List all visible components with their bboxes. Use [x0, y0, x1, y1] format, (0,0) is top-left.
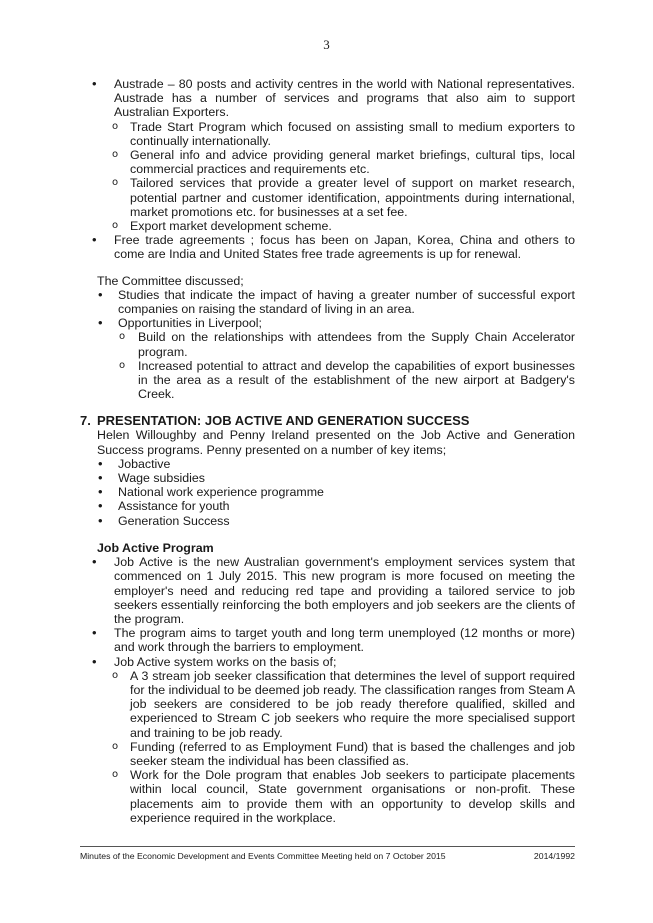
list-item — [92, 232, 575, 262]
bullet-marker: • — [98, 498, 103, 514]
bullet-text: Job Active is the new Australian government's employment services system that commenced on 1 July 2015. This new program is more focused on meeting the employer's need and reducing red tape and providing a tailored service to job seekers essentially reinforcing the both employers and job seekers are the clients of the program. — [114, 555, 575, 626]
sub-item-text: A 3 stream job seeker classification that determines the level of support required for the individual to be deemed job ready. The classification ranges from Steam A job seekers are considered to be job ready therefore qualified, skilled and experienced to Stream C job seekers who require the more specialised support and training to be job ready. — [130, 668, 575, 740]
page-content — [0, 77, 653, 825]
bullet-text: Job Active system works on the basis of; — [114, 654, 337, 669]
bullet-marker: • — [98, 470, 103, 486]
key-item-text: Assistance for youth — [118, 499, 230, 514]
bullet-marker: • — [98, 512, 103, 528]
footer-reference: 2014/1992 — [533, 851, 575, 861]
footer-left-text: Minutes of the Economic Development and Events Committee Meeting held on 7 October 2015 — [80, 851, 446, 861]
page-number: 3 — [323, 37, 330, 52]
sub-list-item — [119, 358, 575, 402]
bullet-text: Austrade – 80 posts and activity centres in the world with National representatives. Austrade has a number of services and programs that also aim to support Australian Exporters. — [114, 77, 575, 120]
sub-bullet-marker: o — [112, 177, 119, 189]
sub-list-item — [112, 219, 575, 234]
sub-item-text: General info and advice providing general market briefings, cultural tips, local commercial practices and requirements etc. — [130, 148, 575, 177]
sub-bullet-marker: o — [112, 220, 119, 232]
list-item — [98, 498, 575, 514]
sub-item-text: Build on the relationships with attendees from the Supply Chain Accelerator program. — [138, 330, 575, 359]
key-item-text: Wage subsidies — [118, 471, 206, 486]
list-item — [98, 455, 575, 471]
list-item — [92, 653, 575, 669]
sub-bullet-marker: o — [112, 149, 119, 161]
sub-list-item — [112, 119, 575, 148]
list-item — [98, 315, 575, 331]
key-item-text: National work experience programme — [118, 485, 324, 500]
bullet-marker: • — [92, 625, 97, 641]
bullet-marker: • — [92, 76, 97, 91]
list-item — [98, 512, 575, 528]
sub-item-text: Work for the Dole program that enables Job seekers to participate placements within local council, State government organisations or non-profit. These placements aim to provide them with an opportunity to develop skills and experience required in the workplace. — [130, 768, 575, 825]
sub-bullet-marker: o — [112, 669, 119, 681]
sub-item-text: Export market development scheme. — [130, 219, 332, 234]
sub-list-item — [112, 176, 575, 219]
bullet-text: Free trade agreements ; focus has been on Japan, Korea, China and others to come are India and United States free trade agreements is up for renewal. — [114, 233, 575, 262]
sub-bullet-marker: o — [112, 769, 119, 781]
list-item — [98, 286, 575, 317]
sub-bullet-marker: o — [119, 359, 126, 371]
sub-item-text: Increased potential to attract and develop the capabilities of export businesses in the area as a result of the establishment of the new airport at Badgery's Creek. — [138, 358, 575, 402]
sub-list-item — [119, 330, 575, 359]
sub-item-text: Tailored services that provide a greater level of support on market research, potential partner and customer identification, appointments during international, market promotions etc. for businesses at a set fee. — [130, 176, 575, 219]
subheading: Job Active Program — [97, 540, 214, 555]
sub-list-item — [112, 739, 575, 768]
bullet-marker: • — [92, 653, 97, 669]
sub-list-item — [112, 668, 575, 740]
footer-divider — [80, 846, 575, 847]
bullet-text: The program aims to target youth and long term unemployed (12 months or more) and work through the barriers to employment. — [114, 626, 575, 655]
page-footer — [80, 851, 575, 861]
section-intro: Helen Willoughby and Penny Ireland presented on the Job Active and Generation Success programs. Penny presented on a number of key items; — [97, 428, 575, 457]
sub-item-text: Trade Start Program which focused on assisting small to medium exporters to continually internationally. — [130, 119, 575, 148]
bullet-text: Studies that indicate the impact of having a greater number of successful export companies on raising the standard of living in an area. — [118, 287, 575, 317]
section-number: 7. — [80, 413, 91, 429]
committee-intro: The Committee discussed; — [97, 273, 244, 288]
sub-bullet-marker: o — [112, 740, 119, 752]
bullet-marker: • — [92, 232, 97, 248]
bullet-marker: • — [98, 484, 103, 500]
list-item — [92, 554, 575, 626]
list-item — [92, 625, 575, 655]
key-item-text: Jobactive — [118, 456, 171, 471]
bullet-text: Opportunities in Liverpool; — [118, 316, 262, 331]
bullet-marker: • — [98, 315, 103, 331]
sub-list-item — [112, 768, 575, 825]
sub-item-text: Funding (referred to as Employment Fund) that is based the challenges and job seeker steam the individual has been classified as. — [130, 739, 575, 768]
section-title: PRESENTATION: JOB ACTIVE AND GENERATION SUCCESS — [97, 413, 470, 429]
bullet-marker: • — [98, 286, 103, 302]
bullet-marker: • — [98, 455, 103, 471]
list-item — [98, 470, 575, 486]
list-item — [98, 484, 575, 500]
key-item-text: Generation Success — [118, 513, 230, 528]
section-heading — [80, 413, 653, 429]
list-item — [92, 76, 575, 120]
sub-list-item — [112, 148, 575, 177]
sub-bullet-marker: o — [112, 120, 119, 132]
bullet-marker: • — [92, 554, 97, 570]
sub-bullet-marker: o — [119, 331, 126, 343]
